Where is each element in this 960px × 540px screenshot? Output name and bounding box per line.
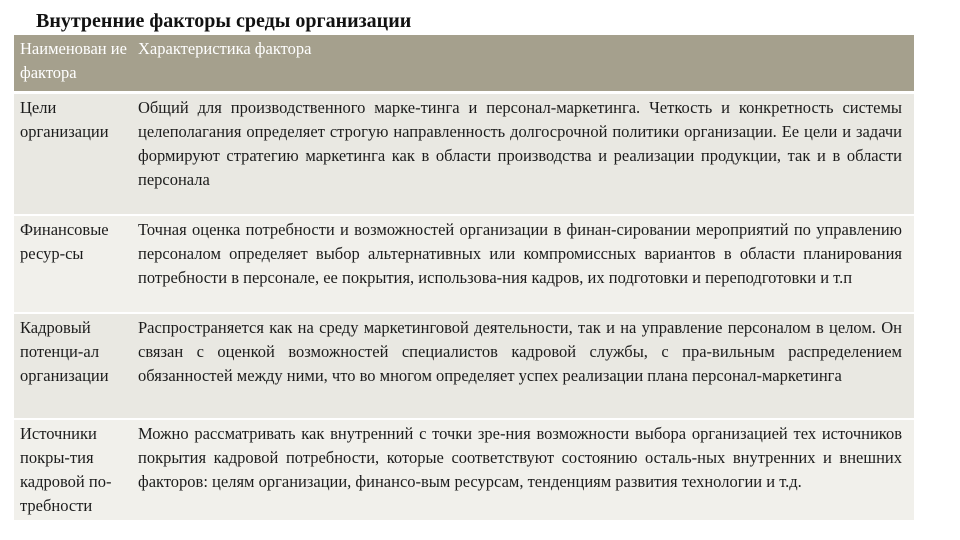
table-body (14, 93, 914, 521)
factor-name-cell: Кадровый потенци-ал организации (14, 313, 132, 419)
factor-name-cell: Источники покры-тия кадровой по-требности (14, 419, 132, 520)
table-row (14, 419, 914, 520)
page-title: Внутренние факторы среды организации (36, 10, 412, 32)
factor-description-cell: Точная оценка потребности и возможностей организации в финан-сировании мероприятий по управлению персоналом определяет выбор альтернативных или компромиссных вариантов в области планирования потребности в персонале, ее покрытия, использова-ния кадров, их подготовки и переподготовки и т.п (132, 215, 914, 313)
table-header (14, 35, 914, 93)
factor-description-cell: Можно рассматривать как внутренний с точки зре-ния возможности выбора организацией тех источников покрытия кадровой потребности, которые соответствуют состоянию осталь-ных внутренних и внешних факторов: целям организации, финансо-вым ресурсам, тенденциям развития технологии и т.д. (132, 419, 914, 520)
table-row (14, 313, 914, 419)
table-row (14, 215, 914, 313)
table-row (14, 93, 914, 216)
factor-name-cell: Финансовые ресур-сы (14, 215, 132, 313)
factor-description-cell: Распространяется как на среду маркетинговой деятельности, так и на управление персоналом в целом. Он связан с оценкой возможностей специалистов кадровой службы, с пра-вильным распределением обязанностей между ними, что во многом определяет успех реализации плана персонал-маркетинга (132, 313, 914, 419)
column-header-factor-name: Наименован ие фактора (14, 35, 132, 93)
column-header-factor-description: Характеристика фактора (132, 35, 914, 93)
factor-description-cell: Общий для производственного марке-тинга и персонал-маркетинга. Четкость и конкретность системы целеполагания определяет строгую направленность долгосрочной политики организации. Ее цели и задачи формируют стратегию маркетинга как в области производства и реализации продукции, так и в области персонала (132, 93, 914, 216)
factors-table (14, 35, 914, 520)
table-header-row (14, 35, 914, 93)
factor-name-cell: Цели организации (14, 93, 132, 216)
